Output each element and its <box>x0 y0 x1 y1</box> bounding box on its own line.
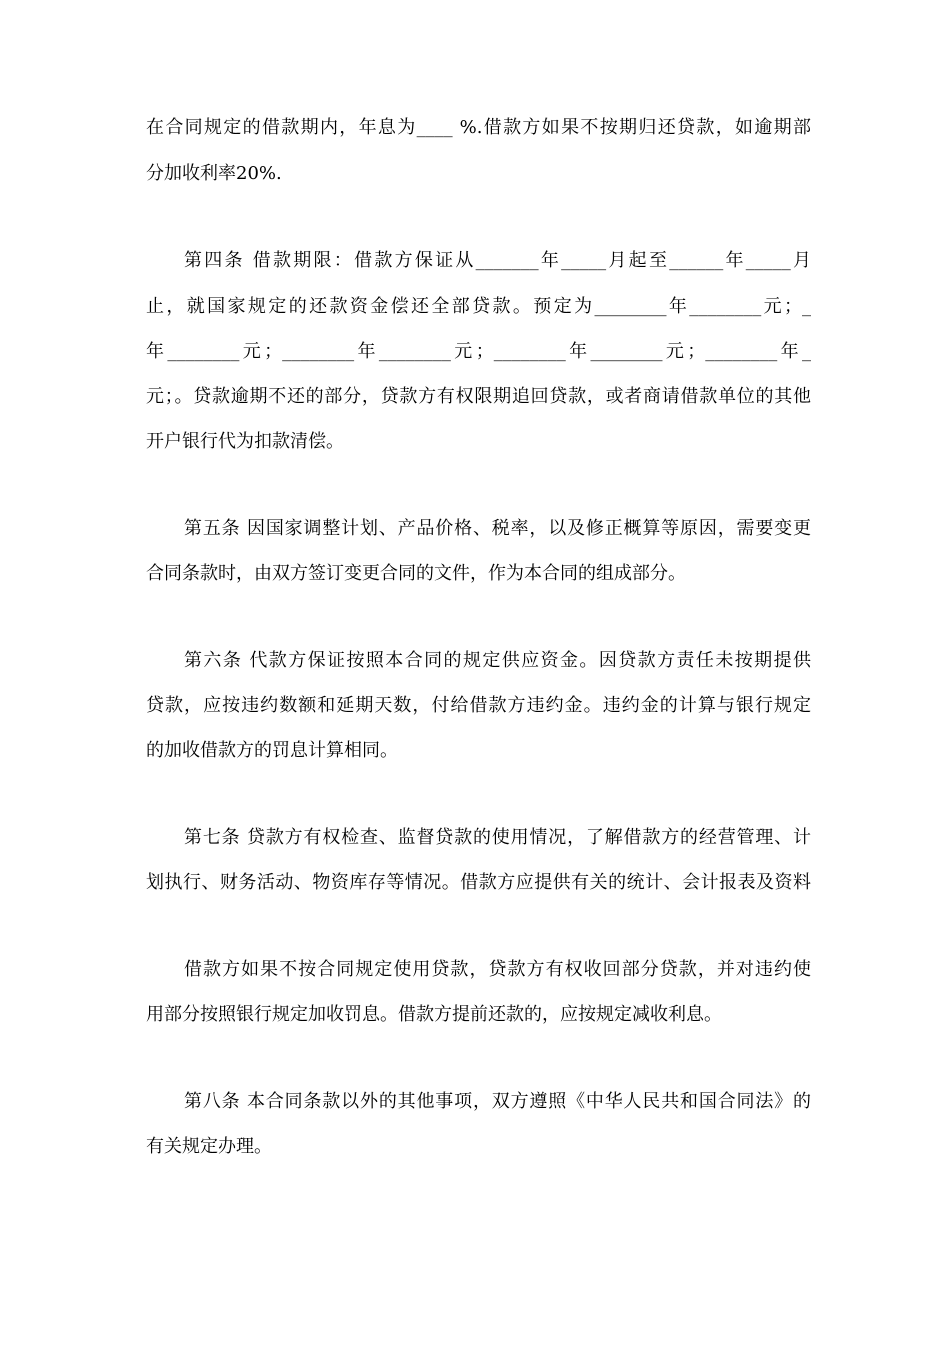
article-8-heading-line: 第八条 本合同条款以外的其他事项，双方遵照《中华人民共和国合同法》的 <box>184 1091 811 1112</box>
paragraph-first-line: 借款方如果不按合同规定使用贷款，贷款方有权收回部分贷款，并对违约使 <box>184 959 811 980</box>
article-7-heading-line: 第七条 贷款方有权检查、监督贷款的使用情况，了解借款方的经营管理、计 <box>184 827 811 848</box>
text-line: 用部分按照银行规定加收罚息。借款方提前还款的，应按规定减收利息。 <box>146 1004 722 1025</box>
text-line: 开户银行代为扣款清偿。 <box>146 431 344 452</box>
text-line: 的加收借款方的罚息计算相同。 <box>146 740 398 761</box>
text-line: 元；。贷款逾期不还的部分，贷款方有权限期追回贷款，或者商请借款单位的其他 <box>146 386 811 407</box>
text-line: 止，就国家规定的还款资金偿还全部贷款。预定为________年________元；_ <box>146 296 811 317</box>
text-line: 在合同规定的借款期内，年息为____ %.借款方如果不按期归还贷款，如逾期部 <box>146 117 811 138</box>
text-line: 划执行、财务活动、物资库存等情况。借款方应提供有关的统计、会计报表及资料 <box>146 872 811 893</box>
article-4-heading-line: 第四条 借款期限：借款方保证从_______年_____月起至______年_____月 <box>184 250 811 271</box>
article-6-heading-line: 第六条 代款方保证按照本合同的规定供应资金。因贷款方责任未按期提供 <box>184 650 811 671</box>
text-line: 合同条款时，由双方签订变更合同的文件，作为本合同的组成部分。 <box>146 563 686 584</box>
text-line: 有关规定办理。 <box>146 1136 272 1157</box>
article-5-heading-line: 第五条 因国家调整计划、产品价格、税率，以及修正概算等原因，需要变更 <box>184 518 811 539</box>
text-line: 贷款，应按违约数额和延期天数，付给借款方违约金。违约金的计算与银行规定 <box>146 695 811 716</box>
text-line: 年________元；________年________元；________年________元；________年_ <box>146 341 811 362</box>
text-line: 分加收利率20%. <box>146 163 282 184</box>
